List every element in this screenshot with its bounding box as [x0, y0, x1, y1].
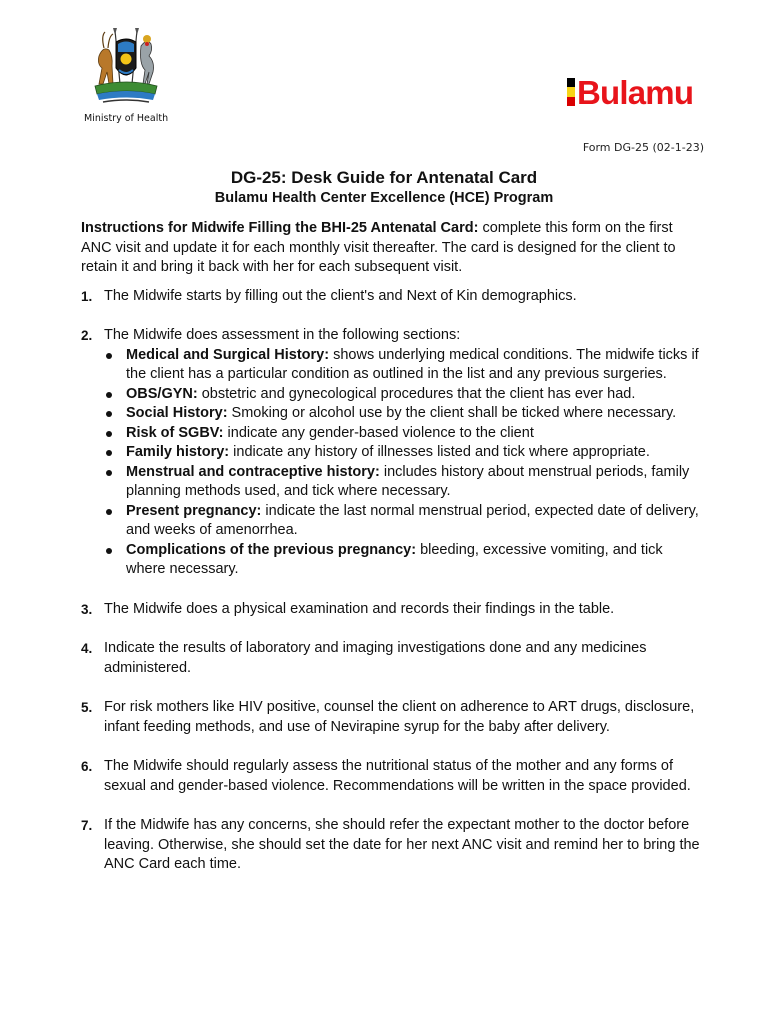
bullet-item [104, 541, 706, 580]
assessment-sections-list [104, 346, 706, 580]
intro-text: complete this form on the first ANC visit and update it for each monthly visit thereafter. The card is designed for the client to retain it and bring it back with her for each subsequent visit. [81, 220, 676, 275]
step-item [81, 757, 706, 796]
bullet-text: obstetric and gynecological procedures that the client has ever had. [197, 385, 636, 402]
bullet-icon [106, 411, 112, 417]
step-number: 1. [81, 288, 93, 304]
bullet-text: indicate any gender-based violence to the client [223, 424, 534, 441]
step-item [81, 698, 706, 737]
step-text: The Midwife does assessment in the following sections: [104, 327, 461, 343]
bullet-item [104, 404, 706, 424]
step-number: 2. [81, 328, 93, 343]
instruction-steps [81, 287, 706, 875]
step-number: 3. [81, 601, 93, 617]
step-number: 4. [81, 641, 93, 656]
bullet-term: Complications of the previous pregnancy: [126, 541, 417, 558]
intro-heading: Instructions for Midwife Filling the BHI-25 Antenatal Card: [81, 220, 479, 236]
bullet-text: indicate any history of illnesses listed and tick where appropriate. [229, 444, 650, 460]
bullet-icon [106, 548, 112, 554]
bulamu-logo [567, 73, 694, 111]
bullet-icon [106, 509, 112, 515]
step-text: Indicate the results of laboratory and imaging investigations done and any medicines administered. [104, 640, 647, 676]
bullet-text: indicate the last normal menstrual period, expected date of delivery, and weeks of amenorrhea. [126, 502, 699, 538]
step-number: 6. [81, 759, 93, 774]
bullet-icon [106, 431, 112, 437]
form-code: Form DG-25 (02-1-23) [582, 141, 704, 154]
bullet-item [104, 385, 706, 405]
bullet-term: Menstrual and contraceptive history: [126, 463, 380, 480]
bullet-term: Medical and Surgical History: [126, 346, 330, 363]
bullet-term: OBS/GYN: [126, 385, 198, 402]
step-number: 7. [81, 818, 93, 833]
bullet-text: includes history about menstrual periods, family planning methods used, and tick where necessary. [126, 463, 690, 499]
bullet-text: bleeding, excessive vomiting, and tick where necessary. [126, 541, 663, 577]
step-text: For risk mothers like HIV positive, counsel the client on adherence to ART drugs, disclosure, infant feeding methods, and use of Nevirapine syrup for the baby after delivery. [104, 699, 695, 735]
step-item [81, 816, 706, 875]
bullet-text: shows underlying medical conditions. The midwife ticks if the client has a particular condition as outlined in the list and any previous surgeries. [126, 346, 699, 382]
bullet-term: Family history: [126, 444, 230, 460]
bullet-item [104, 463, 706, 502]
step-item [81, 326, 706, 580]
brand-name: Bulamu [577, 73, 694, 111]
bullet-term: Social History: [126, 405, 228, 421]
ministry-of-health-logo [84, 26, 168, 124]
bullet-item [104, 346, 706, 385]
step-text: The Midwife should regularly assess the nutritional status of the mother and any forms of sexual and gender-based violence. Recommendations will be written in the space provided. [104, 758, 691, 794]
bullet-text: Smoking or alcohol use by the client shall be ticked where necessary. [227, 405, 677, 421]
ministry-caption: Ministry of Health [84, 113, 169, 124]
bullet-item [104, 502, 706, 541]
bullet-item [104, 424, 706, 444]
step-number: 5. [81, 700, 93, 715]
bullet-term: Risk of SGBV: [126, 424, 224, 441]
step-text: The Midwife starts by filling out the client's and Next of Kin demographics. [104, 287, 577, 304]
bullet-item [104, 443, 706, 463]
step-text: If the Midwife has any concerns, she should refer the expectant mother to the doctor before leaving. Otherwise, she should set the date for her next ANC visit and remind her to bring the ANC Card each time. [104, 817, 700, 872]
bullet-icon [106, 392, 112, 398]
bullet-icon [106, 470, 112, 476]
step-text: The Midwife does a physical examination and records their findings in the table. [104, 600, 615, 617]
step-item [81, 287, 706, 307]
bullet-term: Present pregnancy: [126, 502, 262, 519]
bullet-icon [106, 353, 112, 359]
bullet-icon [106, 450, 112, 456]
intro-paragraph [81, 219, 706, 278]
step-item [81, 600, 706, 620]
document-body [81, 219, 706, 875]
flag-stripes-icon [567, 78, 575, 106]
page-subtitle: Bulamu Health Center Excellence (HCE) Program [214, 190, 554, 206]
step-item [81, 639, 706, 678]
page-title: DG-25: Desk Guide for Antenatal Card [230, 168, 538, 187]
coat-of-arms-icon [89, 26, 163, 110]
